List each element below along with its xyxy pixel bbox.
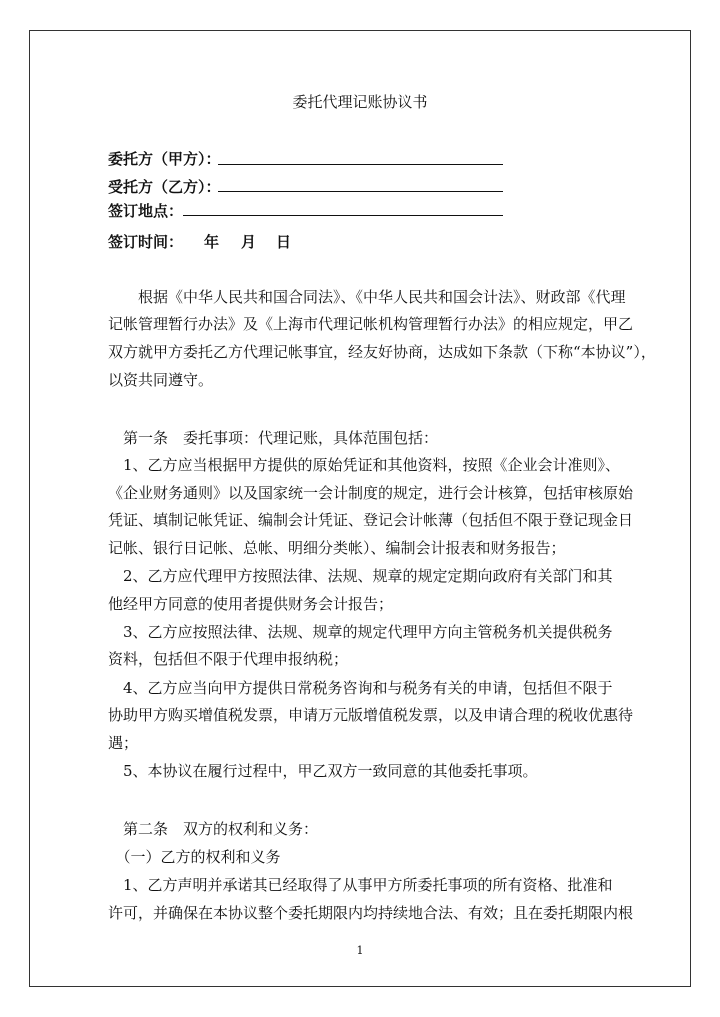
time-label: 签订时间： xyxy=(108,233,184,251)
body-line: 资料，包括但不限于代理申报纳税； xyxy=(108,650,349,668)
body-line: 许可，并确保在本协议整个委托期限内均持续地合法、有效；且在委托期限内根 xyxy=(108,904,634,922)
body-line: 1、乙方应当根据甲方提供的原始凭证和其他资料，按照《企业会计准则》、 xyxy=(108,456,621,474)
body-line: 遇； xyxy=(108,734,139,752)
body-line: 以资共同遵守。 xyxy=(108,371,214,389)
month-label: 月 xyxy=(241,233,257,251)
body-line: 根据《中华人民共和国合同法》、《中华人民共和国会计法》、财政部《代理 xyxy=(108,288,626,306)
document-title: 委托代理记账协议书 xyxy=(292,93,428,111)
body-line: 4、乙方应当向甲方提供日常税务咨询和与税务有关的申请，包括但不限于 xyxy=(108,679,613,697)
body-line: 记帐、银行日记帐、总帐、明细分类帐）、编制会计报表和财务报告； xyxy=(108,539,566,557)
body-line: 他经甲方同意的使用者提供财务会计报告； xyxy=(108,595,394,613)
year-label: 年 xyxy=(204,233,220,251)
body-line: 3、乙方应按照法律、法规、规章的规定代理甲方向主管税务机关提供税务 xyxy=(108,623,613,641)
agent-label: 受托方（乙方）： xyxy=(108,178,221,196)
body-line: 协助甲方购买增值税发票，申请万元版增值税发票，以及申请合理的税收优惠待 xyxy=(108,706,634,724)
place-blank-line[interactable] xyxy=(183,215,503,216)
body-line: 第二条 双方的权利和义务： xyxy=(108,820,319,838)
body-line: 凭证、填制记帐凭证、编制会计凭证、登记会计帐薄（包括但不限于登记现金日 xyxy=(108,511,634,529)
day-label: 日 xyxy=(276,233,292,251)
body-line: 1、乙方声明并承诺其已经取得了从事甲方所委托事项的所有资格、批准和 xyxy=(108,876,613,894)
body-line: 第一条 委托事项：代理记账，具体范围包括： xyxy=(108,429,439,447)
body-line: （一）乙方的权利和义务 xyxy=(108,848,281,866)
page-border xyxy=(29,30,691,987)
body-line: 记帐管理暂行办法》及《上海市代理记帐机构管理暂行办法》的相应规定，甲乙 xyxy=(108,315,634,333)
client-blank-line[interactable] xyxy=(218,164,503,165)
place-label: 签订地点： xyxy=(108,202,184,220)
agent-blank-line[interactable] xyxy=(218,191,503,192)
page-number: 1 xyxy=(356,944,364,957)
client-label: 委托方（甲方）： xyxy=(108,150,221,168)
body-line: 2、乙方应代理甲方按照法律、法规、规章的规定定期向政府有关部门和其 xyxy=(108,567,613,585)
body-line: 双方就甲方委托乙方代理记帐事宜，经友好协商，达成如下条款（下称“本协议”）， xyxy=(108,343,656,361)
body-line: 《企业财务通则》以及国家统一会计制度的规定，进行会计核算，包括审核原始 xyxy=(108,484,634,502)
body-line: 5、本协议在履行过程中，甲乙双方一致同意的其他委托事项。 xyxy=(108,762,538,780)
